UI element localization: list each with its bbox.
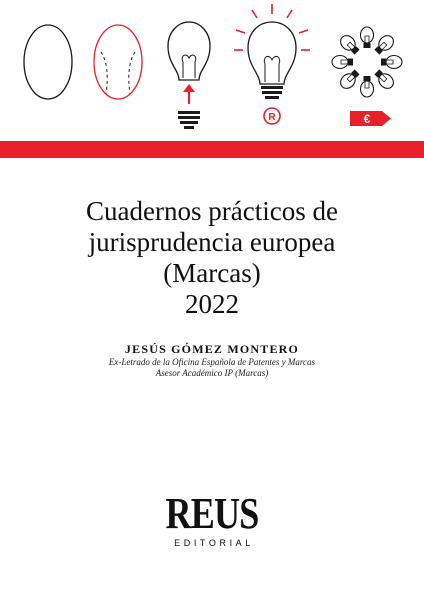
lightbulb-registered-icon [234, 4, 310, 124]
title-line: jurisprudencia europea [88, 227, 336, 257]
title-line: Cuadernos prácticos de [86, 196, 338, 226]
book-title [0, 196, 424, 320]
small-bulb-icon [332, 56, 353, 69]
lightbulb-cluster-icon [332, 27, 402, 97]
small-bulb-icon [372, 67, 396, 91]
title-line: (Marcas) [163, 258, 261, 288]
author-name: JESÚS GÓMEZ MONTERO [124, 342, 300, 356]
author-block [0, 342, 424, 379]
cover-illustration [0, 0, 424, 140]
cracked-egg-icon [94, 25, 142, 99]
small-bulb-icon [338, 67, 362, 91]
publisher-logo [0, 489, 424, 549]
lightbulb-arrow-icon [168, 22, 210, 129]
small-bulb-icon [372, 33, 396, 57]
small-bulb-icon [361, 27, 374, 48]
registered-symbol: R [268, 112, 276, 123]
euro-symbol: € [363, 112, 371, 126]
small-bulb-icon [338, 33, 362, 57]
publisher-subtitle: EDITORIAL [174, 538, 254, 548]
small-bulb-icon [381, 56, 402, 69]
small-bulb-icon [361, 76, 374, 97]
egg-outline-icon [24, 25, 72, 99]
author-role: Ex-Letrado de la Oficina Española de Patentes y Marcas [108, 357, 316, 367]
publisher-name: REUS [165, 489, 259, 538]
euro-tag-icon [350, 111, 391, 126]
author-role: Asesor Académico IP (Marcas) [155, 368, 269, 378]
title-year: 2022 [185, 289, 239, 319]
red-band [0, 141, 424, 158]
